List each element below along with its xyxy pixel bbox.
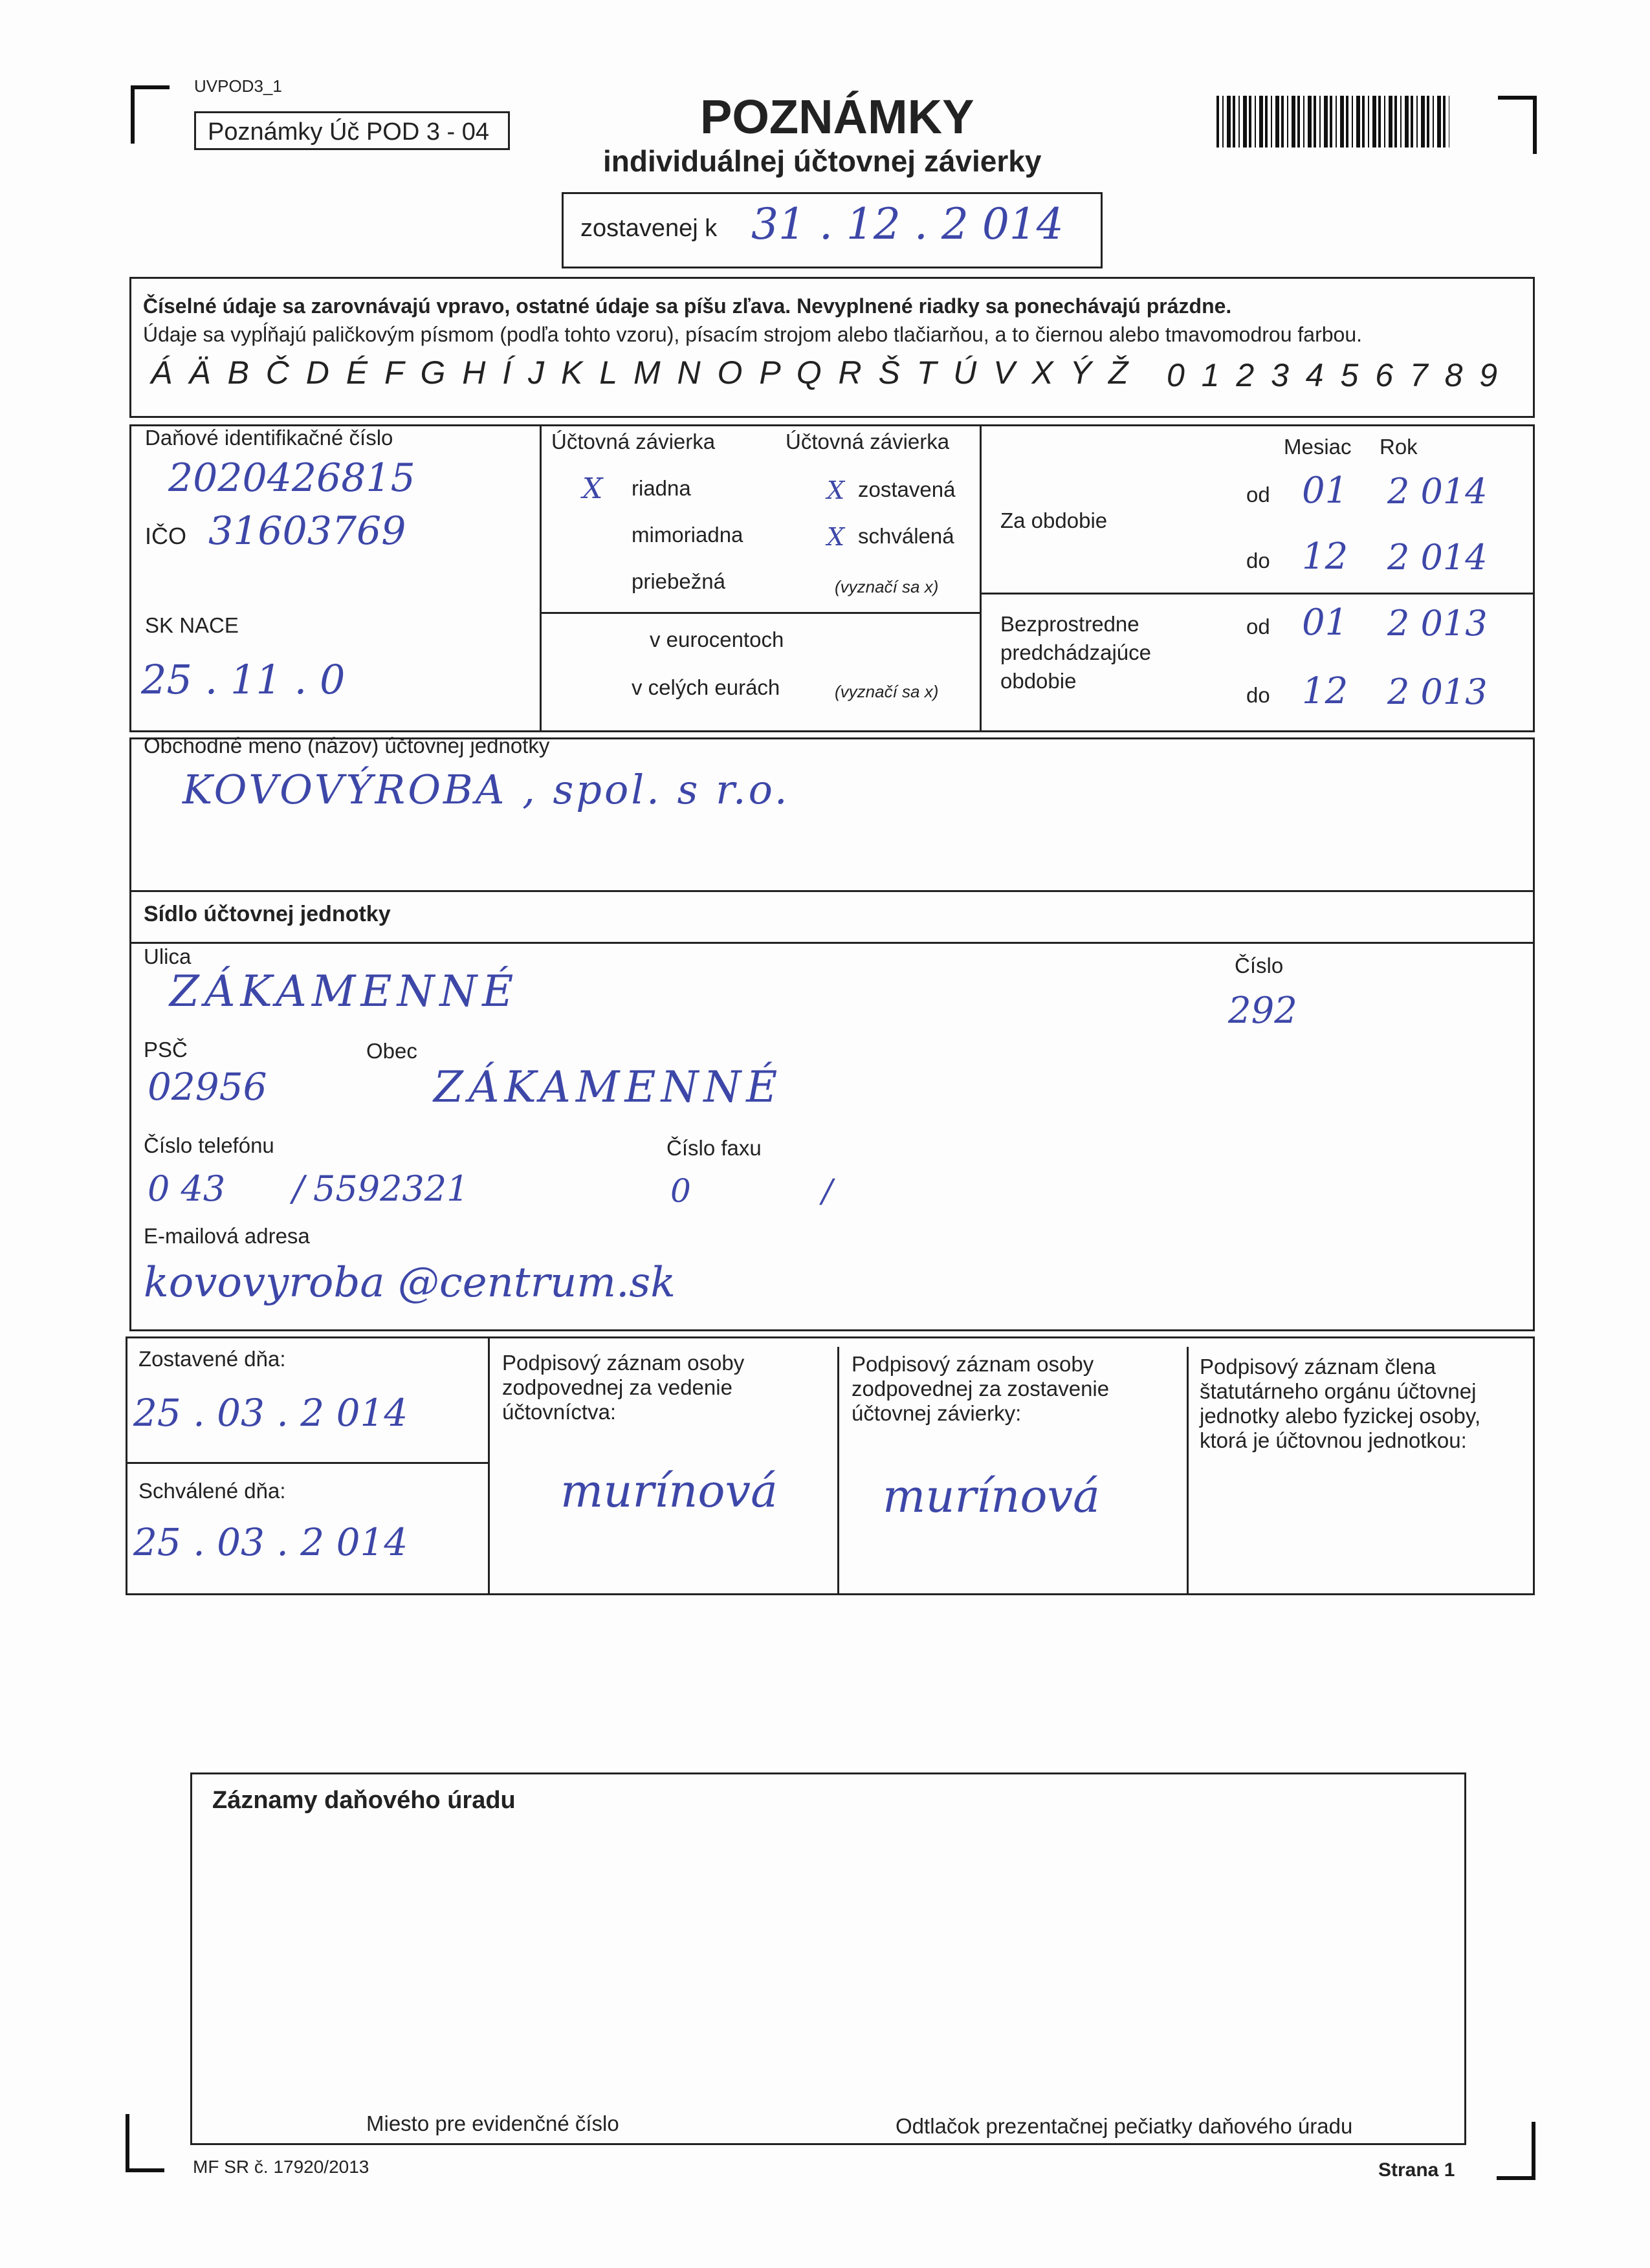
accounting-sig-label-3: účtovníctva: — [502, 1400, 617, 1424]
nace-input[interactable]: 25 . 11 . 0 — [141, 656, 346, 703]
tax-office-section — [190, 1772, 1466, 2145]
phone-slash: / — [292, 1168, 305, 1209]
street-label: Ulica — [144, 944, 192, 968]
regulation-number: MF SR č. 17920/2013 — [193, 2157, 369, 2177]
statement-sig-label-3: účtovnej závierky: — [852, 1401, 1022, 1425]
record-number-label: Miesto pre evidenčné číslo — [366, 2111, 619, 2135]
statutory-sig-label-1: Podpisový záznam člena — [1200, 1355, 1436, 1379]
whole-euros-label[interactable]: v celých eurách — [632, 675, 780, 699]
barcode — [1216, 96, 1449, 147]
corner-mark-bottom-right — [1497, 2122, 1535, 2180]
fax-slash: / — [822, 1172, 833, 1210]
approved-label: schválená — [858, 524, 954, 548]
current-from-label: od — [1246, 483, 1270, 507]
company-name-label: Obchodné meno (názov) účtovnej jednotky — [144, 734, 550, 758]
street-input[interactable]: ZÁKAMENNÉ — [170, 966, 519, 1016]
psc-label: PSČ — [144, 1038, 188, 1062]
compiled-date-box[interactable] — [562, 192, 1103, 268]
year-header: Rok — [1380, 435, 1418, 459]
corner-mark-bottom-left — [126, 2114, 164, 2172]
statement-signature[interactable]: murínová — [883, 1470, 1100, 1523]
prior-from-label: od — [1246, 615, 1270, 638]
current-to-year[interactable]: 2 014 — [1387, 537, 1488, 578]
tax-office-title: Záznamy daňového úradu — [212, 1787, 516, 1814]
instructions-line-2: Údaje sa vypĺňajú paličkovým písmom (podľa tohto vzoru), písacím strojom alebo tlačiarňou, a to čiernou alebo tmavomodrou farbou. — [143, 323, 1363, 346]
checkbox-approved[interactable]: X — [827, 523, 845, 551]
email-label: E-mailová adresa — [144, 1224, 310, 1248]
email-input[interactable]: kovovyroba @centrum.sk — [144, 1259, 676, 1307]
fax-label: Číslo faxu — [666, 1136, 762, 1160]
prior-to-month[interactable]: 12 — [1302, 670, 1348, 712]
extraordinary-label: mimoriadna — [632, 523, 743, 547]
ordinary-label: riadna — [632, 476, 691, 500]
city-label: Obec — [366, 1039, 417, 1063]
statement-sig-label-1: Podpisový záznam osoby — [852, 1352, 1094, 1376]
form-label: Poznámky Úč POD 3 - 04 — [194, 111, 510, 150]
interim-label: priebežná — [632, 569, 725, 593]
current-to-label: do — [1246, 549, 1270, 572]
mark-hint-2: (vyznačí sa x) — [835, 682, 939, 701]
phone-prefix-input[interactable]: 0 43 — [148, 1168, 226, 1209]
prior-to-label: do — [1246, 683, 1270, 707]
psc-input[interactable]: 02956 — [148, 1065, 267, 1109]
accounting-sig-label-1: Podpisový záznam osoby — [502, 1351, 745, 1375]
form-code: UVPOD3_1 — [194, 76, 282, 96]
number-label: Číslo — [1235, 954, 1284, 977]
compiled-date-value: 31 . 12 . 2 014 — [751, 199, 1064, 249]
month-header: Mesiac — [1284, 435, 1352, 459]
prior-period-label-3: obdobie — [1000, 669, 1077, 693]
current-from-month[interactable]: 01 — [1302, 470, 1348, 512]
phone-label: Číslo telefónu — [144, 1133, 274, 1157]
statement-sig-label-2: zodpovednej za zostavenie — [852, 1377, 1110, 1401]
accounting-sig-label-2: zodpovednej za vedenie — [502, 1375, 732, 1399]
stamp-label: Odtlačok prezentačnej pečiatky daňového úradu — [896, 2114, 1353, 2138]
compiled-date-label: zostavenej k — [580, 215, 718, 242]
phone-number-input[interactable]: 5592321 — [313, 1168, 469, 1209]
statement-col1-header: Účtovná závierka — [551, 430, 716, 453]
compiled-label: zostavená — [858, 477, 956, 501]
mark-hint: (vyznačí sa x) — [835, 577, 939, 596]
page-subtitle: individuálnej účtovnej závierky — [603, 144, 1042, 178]
statutory-sig-label-2: štatutárneho orgánu účtovnej — [1200, 1379, 1477, 1403]
prior-from-year[interactable]: 2 013 — [1387, 603, 1488, 644]
statutory-sig-label-3: jednotky alebo fyzickej osoby, — [1200, 1404, 1481, 1428]
address-section-title: Sídlo účtovnej jednotky — [144, 902, 391, 926]
prior-from-month[interactable]: 01 — [1302, 602, 1348, 644]
dic-label: Daňové identifikačné číslo — [145, 426, 393, 450]
euro-cents-label[interactable]: v eurocentoch — [650, 627, 784, 651]
sample-letters: Á Ä B Č D É F G H Í J K L M N O P Q R Š T Ú V X Ý Ž — [151, 354, 1132, 391]
page-number: Strana 1 — [1378, 2159, 1455, 2181]
current-to-month[interactable]: 12 — [1302, 536, 1348, 578]
company-address-section — [129, 737, 1535, 1331]
accounting-signature[interactable]: murínová — [560, 1465, 778, 1518]
checkbox-ordinary[interactable]: X — [582, 472, 603, 505]
statutory-sig-label-4: ktorá je účtovnou jednotkou: — [1200, 1428, 1467, 1452]
current-from-year[interactable]: 2 014 — [1387, 471, 1488, 512]
approved-on-label: Schválené dňa: — [138, 1479, 286, 1503]
dic-input[interactable]: 2020426815 — [168, 455, 415, 501]
current-period-label: Za obdobie — [1000, 508, 1108, 532]
company-name-input[interactable]: KOVOVÝROBA , spol. s r.o. — [182, 766, 790, 813]
approved-on-input[interactable]: 25 . 03 . 2 014 — [133, 1520, 408, 1564]
statement-col2-header: Účtovná závierka — [786, 430, 950, 453]
instructions-box — [129, 277, 1535, 418]
page-title: POZNÁMKY — [700, 90, 974, 144]
ico-input[interactable]: 31603769 — [208, 508, 406, 554]
prior-period-label-2: predchádzajúce — [1000, 640, 1151, 664]
compiled-on-label: Zostavené dňa: — [138, 1347, 286, 1371]
sample-digits: 0 1 2 3 4 5 6 7 8 9 — [1167, 357, 1502, 393]
checkbox-compiled[interactable]: X — [827, 476, 845, 505]
ico-label: IČO — [145, 523, 187, 549]
prior-to-year[interactable]: 2 013 — [1387, 671, 1488, 712]
fax-prefix-input[interactable]: 0 — [670, 1172, 691, 1210]
instructions-line-1: Číselné údaje sa zarovnávajú vpravo, ostatné údaje sa píšu zľava. Nevyplnené riadky sa ponechávajú prázdne. — [143, 294, 1232, 318]
city-input[interactable]: ZÁKAMENNÉ — [434, 1062, 783, 1112]
corner-mark-top-left — [131, 85, 170, 144]
statutory-signature-field[interactable] — [1206, 1462, 1517, 1585]
compiled-on-input[interactable]: 25 . 03 . 2 014 — [133, 1391, 408, 1435]
prior-period-label-1: Bezprostredne — [1000, 612, 1139, 636]
corner-mark-top-right — [1498, 96, 1537, 154]
number-input[interactable]: 292 — [1228, 990, 1297, 1032]
nace-label: SK NACE — [145, 613, 239, 637]
